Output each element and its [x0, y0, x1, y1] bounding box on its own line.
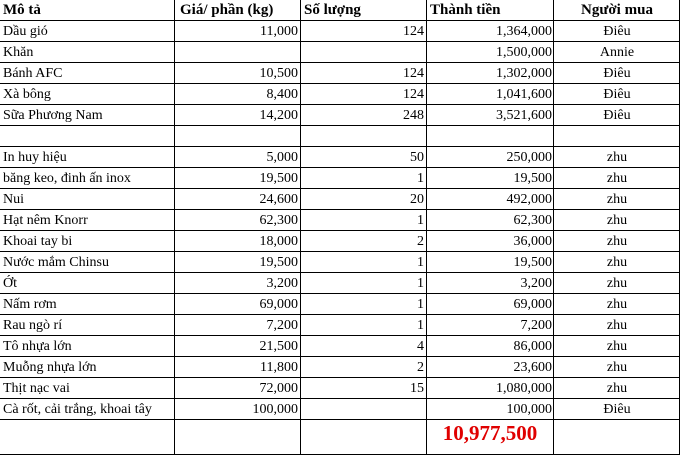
grid-horizontal-line [0, 167, 680, 168]
cell-quantity[interactable]: 50 [410, 150, 424, 165]
cell-unit-price[interactable]: 11,800 [260, 360, 298, 375]
cell-quantity[interactable]: 1 [417, 297, 424, 312]
cell-buyer[interactable]: zhu [606, 150, 628, 165]
cell-quantity[interactable]: 1 [417, 276, 424, 291]
table-row [0, 84, 681, 105]
grid-horizontal-line [0, 104, 680, 105]
table-row [0, 147, 681, 168]
grid-horizontal-line [0, 146, 680, 147]
grid-horizontal-line [0, 251, 680, 252]
grid-horizontal-line [0, 293, 680, 294]
cell-buyer[interactable]: Điêu [603, 402, 631, 417]
cell-amount[interactable]: 492,000 [506, 192, 552, 207]
cell-amount[interactable]: 19,500 [513, 255, 552, 270]
cell-unit-price[interactable]: 100,000 [252, 402, 298, 417]
cell-description[interactable]: Rau ngò rí [3, 318, 63, 333]
grid-horizontal-line [0, 398, 680, 399]
cell-quantity[interactable]: 2 [417, 360, 424, 375]
table-row [0, 357, 681, 378]
cell-description[interactable]: Muỗng nhựa lớn [3, 360, 97, 375]
cell-amount[interactable]: 69,000 [513, 297, 552, 312]
cell-buyer[interactable]: Điêu [603, 108, 631, 123]
grid-horizontal-line [0, 209, 680, 210]
cell-quantity[interactable]: 15 [410, 381, 424, 396]
cell-description[interactable] [3, 126, 173, 147]
cell-buyer[interactable]: zhu [606, 318, 628, 333]
grid-horizontal-line [0, 314, 680, 315]
cell-description[interactable]: Nấm rơm [3, 297, 57, 312]
cell-amount[interactable]: 3,521,600 [496, 108, 552, 123]
header-unit-price[interactable]: Giá/ phần (kg) [180, 2, 274, 18]
cell-amount[interactable]: 1,500,000 [496, 45, 552, 60]
grid-horizontal-line [0, 62, 680, 63]
cell-amount[interactable]: 100,000 [506, 402, 552, 417]
cell-buyer[interactable]: Điêu [603, 24, 631, 39]
cell-buyer[interactable]: zhu [606, 297, 628, 312]
cell-description[interactable]: Ớt [3, 276, 17, 291]
cell-buyer[interactable]: Điêu [603, 66, 631, 81]
cell-buyer[interactable]: Điêu [603, 87, 631, 102]
table-row [0, 294, 681, 315]
cell-buyer[interactable]: zhu [606, 171, 628, 186]
header-quantity[interactable]: Số lượng [304, 2, 361, 18]
cell-amount[interactable]: 86,000 [513, 339, 552, 354]
cell-unit-price[interactable] [176, 42, 298, 63]
grand-total[interactable]: 10,977,500 [442, 421, 538, 445]
cell-description[interactable]: Bánh AFC [3, 66, 63, 81]
cell-unit-price[interactable]: 11,000 [260, 24, 298, 39]
cell-quantity[interactable]: 1 [417, 213, 424, 228]
cell-description[interactable]: Khoai tay bi [3, 234, 73, 249]
cell-quantity[interactable] [302, 399, 424, 420]
cell-unit-price[interactable] [176, 126, 298, 147]
cell-buyer[interactable]: zhu [606, 213, 628, 228]
cell-unit-price[interactable]: 69,000 [259, 297, 298, 312]
table-row [0, 210, 681, 231]
cell-quantity[interactable]: 4 [417, 339, 424, 354]
table-row [0, 399, 681, 420]
table-row [0, 189, 681, 210]
cell-quantity[interactable]: 1 [417, 255, 424, 270]
cell-amount[interactable] [428, 126, 552, 147]
cell-unit-price[interactable]: 21,500 [259, 339, 298, 354]
cell-amount[interactable]: 19,500 [513, 171, 552, 186]
grid-horizontal-line [0, 335, 680, 336]
total-row [0, 420, 681, 445]
cell-quantity[interactable]: 124 [403, 66, 424, 81]
cell-description[interactable]: Khăn [3, 45, 34, 60]
cell-unit-price[interactable]: 10,500 [259, 66, 298, 81]
table-row [0, 231, 681, 252]
grid-vertical-line [553, 0, 554, 455]
grid-horizontal-line [0, 83, 680, 84]
cell-buyer[interactable]: zhu [606, 339, 628, 354]
cell-amount[interactable]: 3,200 [520, 276, 552, 291]
cell-quantity[interactable]: 124 [403, 87, 424, 102]
grid-horizontal-line [0, 125, 680, 126]
table-row [0, 63, 681, 84]
cell-quantity[interactable]: 1 [417, 171, 424, 186]
cell-amount[interactable]: 7,200 [520, 318, 552, 333]
cell-quantity[interactable]: 248 [403, 108, 424, 123]
table-row [0, 21, 681, 42]
cell-quantity[interactable]: 1 [417, 318, 424, 333]
grid-vertical-line [426, 0, 427, 455]
cell-description[interactable]: Cà rốt, cải trắng, khoai tây [3, 402, 152, 417]
cell-quantity[interactable]: 20 [410, 192, 424, 207]
cell-description[interactable]: Xà bông [3, 87, 51, 102]
cell-amount[interactable]: 250,000 [506, 150, 552, 165]
table-row [0, 168, 681, 189]
cell-buyer[interactable] [555, 126, 679, 147]
header-row [0, 0, 681, 21]
grid-vertical-line [679, 0, 680, 455]
cell-unit-price[interactable]: 14,200 [259, 108, 298, 123]
table-row [0, 252, 681, 273]
cell-unit-price[interactable]: 72,000 [259, 381, 298, 396]
cell-unit-price[interactable]: 7,200 [266, 318, 298, 333]
cell-buyer[interactable]: zhu [606, 192, 628, 207]
cell-unit-price[interactable]: 19,500 [259, 255, 298, 270]
grid-horizontal-line [0, 454, 680, 455]
cell-description[interactable]: In huy hiệu [3, 150, 67, 165]
header-buyer[interactable]: Người mua [581, 2, 653, 18]
cell-unit-price[interactable]: 18,000 [259, 234, 298, 249]
cell-buyer[interactable]: zhu [606, 255, 628, 270]
cell-unit-price[interactable]: 62,300 [259, 213, 298, 228]
cell-unit-price[interactable]: 5,000 [266, 150, 298, 165]
cell-buyer[interactable]: Annie [599, 45, 635, 60]
cell-amount[interactable]: 1,080,000 [496, 381, 552, 396]
cell-unit-price[interactable]: 19,500 [259, 171, 298, 186]
grid-horizontal-line [0, 272, 680, 273]
table-row [0, 126, 681, 147]
cell-amount[interactable]: 1,041,600 [496, 87, 552, 102]
cell-quantity[interactable] [302, 126, 424, 147]
cell-buyer[interactable]: zhu [606, 234, 628, 249]
grid-vertical-line [300, 0, 301, 455]
cell-description[interactable]: Nui [3, 192, 24, 207]
grid-horizontal-line [0, 41, 680, 42]
cell-quantity[interactable]: 2 [417, 234, 424, 249]
table-row [0, 336, 681, 357]
cell-unit-price[interactable]: 8,400 [266, 87, 298, 102]
grid-horizontal-line [0, 230, 680, 231]
cell-description[interactable]: Hạt nêm Knorr [3, 213, 88, 228]
cell-description[interactable]: Dầu gió [3, 24, 48, 39]
cell-quantity[interactable] [302, 42, 424, 63]
grid-horizontal-line [0, 356, 680, 357]
grid-vertical-line [174, 0, 175, 455]
cell-amount[interactable]: 1,302,000 [496, 66, 552, 81]
grid-horizontal-line [0, 20, 680, 21]
table-row [0, 315, 681, 336]
table-row [0, 42, 681, 63]
grid-horizontal-line [0, 188, 680, 189]
cell-buyer[interactable]: zhu [606, 381, 628, 396]
grid-horizontal-line [0, 377, 680, 378]
cell-buyer[interactable]: zhu [606, 276, 628, 291]
cell-unit-price[interactable]: 24,600 [259, 192, 298, 207]
cell-amount[interactable]: 62,300 [513, 213, 552, 228]
cell-buyer[interactable]: zhu [606, 360, 628, 375]
cell-description[interactable]: Tô nhựa lớn [3, 339, 72, 354]
cell-quantity[interactable]: 124 [403, 24, 424, 39]
grid-horizontal-line [0, 419, 680, 420]
table-row [0, 378, 681, 399]
cell-description[interactable]: Nước mắm Chinsu [3, 255, 109, 270]
cell-amount[interactable]: 23,600 [513, 360, 552, 375]
header-amount[interactable]: Thành tiền [430, 2, 501, 18]
cell-unit-price[interactable]: 3,200 [266, 276, 298, 291]
table-row [0, 105, 681, 126]
cell-description[interactable]: băng keo, đinh ấn inox [3, 171, 131, 186]
header-description[interactable]: Mô tả [3, 2, 41, 18]
cell-description[interactable]: Sữa Phương Nam [3, 108, 103, 123]
table-row [0, 273, 681, 294]
cell-amount[interactable]: 36,000 [513, 234, 552, 249]
cell-amount[interactable]: 1,364,000 [496, 24, 552, 39]
cell-description[interactable]: Thịt nạc vai [3, 381, 70, 396]
